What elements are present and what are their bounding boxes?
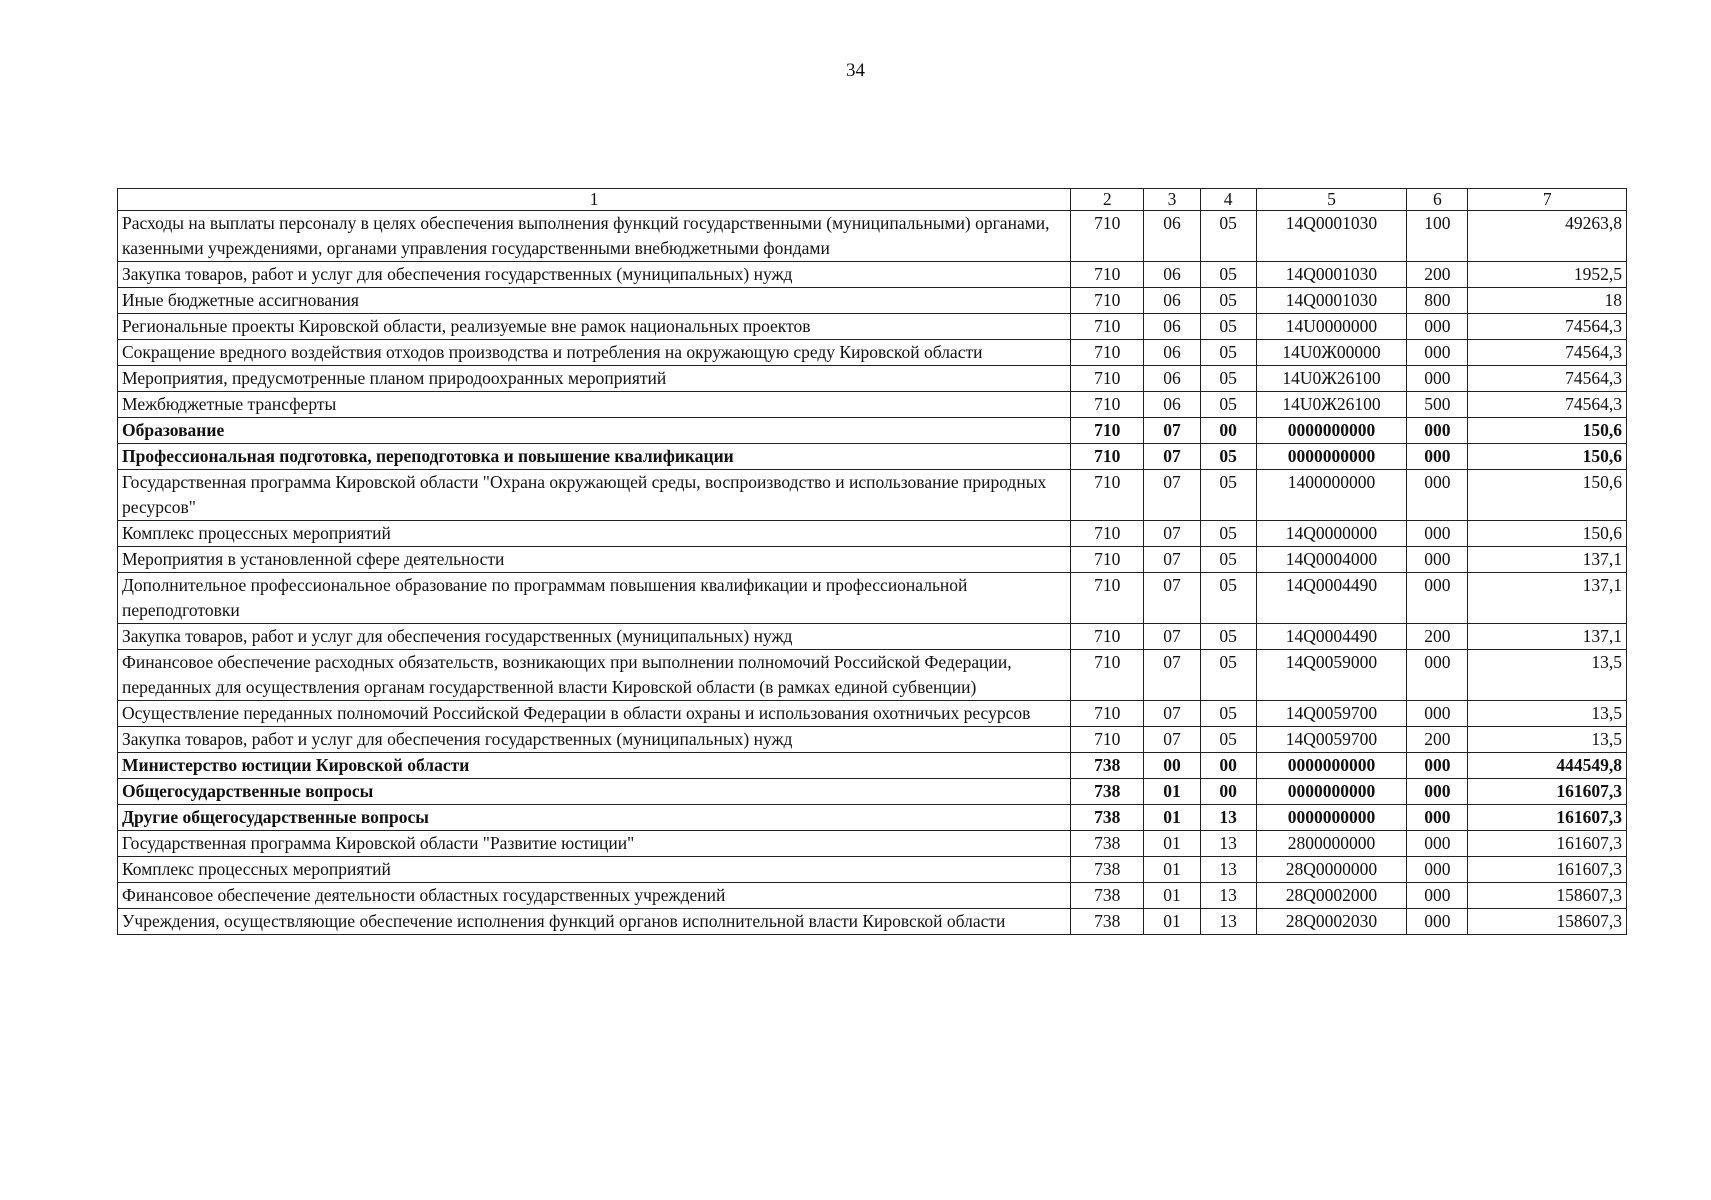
cell-code-admin: 738	[1071, 753, 1144, 779]
cell-amount: 158607,3	[1468, 883, 1627, 909]
table-row	[118, 831, 1627, 857]
header-col-6: 6	[1407, 189, 1468, 211]
table-row	[118, 573, 1627, 624]
header-col-7: 7	[1468, 189, 1627, 211]
cell-code-admin: 738	[1071, 857, 1144, 883]
cell-subsection: 05	[1200, 521, 1256, 547]
cell-code-admin: 710	[1071, 547, 1144, 573]
cell-code-admin: 710	[1071, 650, 1144, 701]
cell-expense-type: 100	[1407, 211, 1468, 262]
cell-target-article: 28Q0002000	[1256, 883, 1406, 909]
cell-subsection: 05	[1200, 262, 1256, 288]
cell-subsection: 05	[1200, 392, 1256, 418]
cell-amount: 13,5	[1468, 650, 1627, 701]
cell-expense-type: 000	[1407, 573, 1468, 624]
cell-name: Общегосударственные вопросы	[118, 779, 1071, 805]
cell-amount: 74564,3	[1468, 340, 1627, 366]
table-row	[118, 444, 1627, 470]
cell-section: 06	[1144, 211, 1200, 262]
cell-section: 01	[1144, 831, 1200, 857]
cell-target-article: 14Q0004490	[1256, 624, 1406, 650]
table-row	[118, 805, 1627, 831]
cell-code-admin: 710	[1071, 340, 1144, 366]
cell-amount: 150,6	[1468, 444, 1627, 470]
cell-expense-type: 000	[1407, 521, 1468, 547]
cell-section: 06	[1144, 262, 1200, 288]
cell-section: 01	[1144, 805, 1200, 831]
cell-target-article: 14Q0001030	[1256, 211, 1406, 262]
cell-section: 07	[1144, 444, 1200, 470]
header-col-1: 1	[118, 189, 1071, 211]
cell-code-admin: 738	[1071, 883, 1144, 909]
cell-section: 07	[1144, 701, 1200, 727]
cell-amount: 1952,5	[1468, 262, 1627, 288]
cell-target-article: 14Q0004000	[1256, 547, 1406, 573]
cell-code-admin: 710	[1071, 211, 1144, 262]
table-row	[118, 624, 1627, 650]
cell-subsection: 05	[1200, 444, 1256, 470]
cell-subsection: 05	[1200, 366, 1256, 392]
cell-subsection: 05	[1200, 727, 1256, 753]
cell-section: 06	[1144, 392, 1200, 418]
cell-target-article: 14Q0004490	[1256, 573, 1406, 624]
cell-subsection: 13	[1200, 805, 1256, 831]
cell-expense-type: 000	[1407, 444, 1468, 470]
table-row	[118, 883, 1627, 909]
cell-code-admin: 710	[1071, 624, 1144, 650]
cell-name: Сокращение вредного воздействия отходов производства и потребления на окружающую среду Кировской области	[118, 340, 1071, 366]
cell-expense-type: 800	[1407, 288, 1468, 314]
cell-name: Другие общегосударственные вопросы	[118, 805, 1071, 831]
table-row	[118, 262, 1627, 288]
cell-code-admin: 738	[1071, 831, 1144, 857]
cell-section: 01	[1144, 857, 1200, 883]
cell-code-admin: 710	[1071, 701, 1144, 727]
cell-code-admin: 710	[1071, 392, 1144, 418]
cell-amount: 74564,3	[1468, 392, 1627, 418]
budget-table	[117, 188, 1627, 935]
cell-name: Закупка товаров, работ и услуг для обеспечения государственных (муниципальных) нужд	[118, 262, 1071, 288]
cell-amount: 444549,8	[1468, 753, 1627, 779]
cell-target-article: 14Q0001030	[1256, 262, 1406, 288]
cell-amount: 161607,3	[1468, 805, 1627, 831]
table-row	[118, 470, 1627, 521]
cell-subsection: 13	[1200, 857, 1256, 883]
cell-code-admin: 710	[1071, 521, 1144, 547]
cell-expense-type: 000	[1407, 909, 1468, 935]
cell-section: 07	[1144, 650, 1200, 701]
cell-name: Государственная программа Кировской области "Развитие юстиции"	[118, 831, 1071, 857]
cell-expense-type: 000	[1407, 418, 1468, 444]
table-row	[118, 314, 1627, 340]
cell-amount: 158607,3	[1468, 909, 1627, 935]
cell-name: Межбюджетные трансферты	[118, 392, 1071, 418]
cell-amount: 150,6	[1468, 521, 1627, 547]
cell-subsection: 05	[1200, 340, 1256, 366]
cell-expense-type: 200	[1407, 262, 1468, 288]
table-row	[118, 418, 1627, 444]
cell-expense-type: 500	[1407, 392, 1468, 418]
cell-expense-type: 200	[1407, 727, 1468, 753]
cell-section: 01	[1144, 909, 1200, 935]
cell-expense-type: 200	[1407, 624, 1468, 650]
cell-target-article: 1400000000	[1256, 470, 1406, 521]
cell-target-article: 0000000000	[1256, 753, 1406, 779]
header-col-5: 5	[1256, 189, 1406, 211]
cell-subsection: 05	[1200, 573, 1256, 624]
cell-name: Профессиональная подготовка, переподготовка и повышение квалификации	[118, 444, 1071, 470]
cell-subsection: 13	[1200, 883, 1256, 909]
cell-amount: 13,5	[1468, 727, 1627, 753]
cell-target-article: 28Q0000000	[1256, 857, 1406, 883]
cell-name: Комплекс процессных мероприятий	[118, 857, 1071, 883]
cell-target-article: 0000000000	[1256, 444, 1406, 470]
cell-target-article: 0000000000	[1256, 805, 1406, 831]
table-row	[118, 727, 1627, 753]
cell-name: Министерство юстиции Кировской области	[118, 753, 1071, 779]
cell-name: Государственная программа Кировской области "Охрана окружающей среды, воспроизводство и использование природных ресурсов"	[118, 470, 1071, 521]
cell-subsection: 05	[1200, 624, 1256, 650]
cell-amount: 49263,8	[1468, 211, 1627, 262]
cell-subsection: 05	[1200, 288, 1256, 314]
header-col-3: 3	[1144, 189, 1200, 211]
cell-amount: 13,5	[1468, 701, 1627, 727]
cell-amount: 161607,3	[1468, 857, 1627, 883]
cell-amount: 18	[1468, 288, 1627, 314]
table-row	[118, 857, 1627, 883]
cell-name: Осуществление переданных полномочий Российской Федерации в области охраны и использования охотничьих ресурсов	[118, 701, 1071, 727]
cell-amount: 74564,3	[1468, 314, 1627, 340]
cell-name: Мероприятия, предусмотренные планом природоохранных мероприятий	[118, 366, 1071, 392]
cell-amount: 161607,3	[1468, 779, 1627, 805]
cell-amount: 137,1	[1468, 547, 1627, 573]
table-row	[118, 288, 1627, 314]
cell-expense-type: 000	[1407, 650, 1468, 701]
cell-section: 00	[1144, 753, 1200, 779]
cell-amount: 150,6	[1468, 418, 1627, 444]
cell-section: 07	[1144, 624, 1200, 650]
table-row	[118, 701, 1627, 727]
header-col-4: 4	[1200, 189, 1256, 211]
cell-subsection: 00	[1200, 779, 1256, 805]
cell-name: Образование	[118, 418, 1071, 444]
cell-section: 06	[1144, 340, 1200, 366]
table-row	[118, 392, 1627, 418]
cell-name: Дополнительное профессиональное образование по программам повышения квалификации и профессиональной переподготовки	[118, 573, 1071, 624]
cell-expense-type: 000	[1407, 779, 1468, 805]
cell-code-admin: 710	[1071, 727, 1144, 753]
cell-subsection: 05	[1200, 701, 1256, 727]
cell-name: Финансовое обеспечение деятельности областных государственных учреждений	[118, 883, 1071, 909]
cell-code-admin: 710	[1071, 262, 1144, 288]
cell-subsection: 05	[1200, 314, 1256, 340]
cell-expense-type: 000	[1407, 701, 1468, 727]
cell-subsection: 05	[1200, 211, 1256, 262]
cell-target-article: 14Q0059700	[1256, 701, 1406, 727]
table-row	[118, 753, 1627, 779]
cell-target-article: 14Q0000000	[1256, 521, 1406, 547]
cell-name: Иные бюджетные ассигнования	[118, 288, 1071, 314]
cell-expense-type: 000	[1407, 340, 1468, 366]
table-row	[118, 547, 1627, 573]
cell-target-article: 14Q0059000	[1256, 650, 1406, 701]
cell-subsection: 00	[1200, 753, 1256, 779]
cell-target-article: 28Q0002030	[1256, 909, 1406, 935]
cell-target-article: 0000000000	[1256, 418, 1406, 444]
cell-section: 07	[1144, 573, 1200, 624]
cell-amount: 74564,3	[1468, 366, 1627, 392]
cell-target-article: 14Q0001030	[1256, 288, 1406, 314]
cell-target-article: 2800000000	[1256, 831, 1406, 857]
cell-name: Мероприятия в установленной сфере деятельности	[118, 547, 1071, 573]
cell-subsection: 05	[1200, 650, 1256, 701]
table-row	[118, 211, 1627, 262]
cell-target-article: 14U0Ж26100	[1256, 366, 1406, 392]
cell-section: 01	[1144, 883, 1200, 909]
cell-subsection: 13	[1200, 831, 1256, 857]
cell-section: 07	[1144, 547, 1200, 573]
cell-code-admin: 710	[1071, 314, 1144, 340]
cell-target-article: 14U0000000	[1256, 314, 1406, 340]
table-header-row	[118, 189, 1627, 211]
cell-subsection: 13	[1200, 909, 1256, 935]
cell-name: Закупка товаров, работ и услуг для обеспечения государственных (муниципальных) нужд	[118, 624, 1071, 650]
cell-expense-type: 000	[1407, 805, 1468, 831]
cell-name: Закупка товаров, работ и услуг для обеспечения государственных (муниципальных) нужд	[118, 727, 1071, 753]
cell-code-admin: 710	[1071, 573, 1144, 624]
cell-amount: 150,6	[1468, 470, 1627, 521]
cell-expense-type: 000	[1407, 314, 1468, 340]
table-row	[118, 909, 1627, 935]
table-row	[118, 650, 1627, 701]
cell-target-article: 14U0Ж26100	[1256, 392, 1406, 418]
cell-code-admin: 710	[1071, 444, 1144, 470]
cell-name: Финансовое обеспечение расходных обязательств, возникающих при выполнении полномочий Российской Федерации, переданных для осуществления органам государственной власти Кировской области (в рамках единой субвенции)	[118, 650, 1071, 701]
cell-section: 01	[1144, 779, 1200, 805]
cell-target-article: 0000000000	[1256, 779, 1406, 805]
cell-name: Расходы на выплаты персоналу в целях обеспечения выполнения функций государственными (муниципальными) органами, казенными учреждениями, органами управления государственными внебюджетными фондами	[118, 211, 1071, 262]
cell-code-admin: 710	[1071, 366, 1144, 392]
cell-name: Учреждения, осуществляющие обеспечение исполнения функций органов исполнительной власти Кировской области	[118, 909, 1071, 935]
cell-name: Комплекс процессных мероприятий	[118, 521, 1071, 547]
cell-section: 06	[1144, 288, 1200, 314]
cell-expense-type: 000	[1407, 366, 1468, 392]
cell-expense-type: 000	[1407, 470, 1468, 521]
table-row	[118, 366, 1627, 392]
cell-expense-type: 000	[1407, 831, 1468, 857]
cell-code-admin: 710	[1071, 418, 1144, 444]
cell-section: 06	[1144, 314, 1200, 340]
cell-subsection: 05	[1200, 547, 1256, 573]
cell-expense-type: 000	[1407, 753, 1468, 779]
page-number: 34	[846, 60, 865, 81]
cell-subsection: 00	[1200, 418, 1256, 444]
header-col-2: 2	[1071, 189, 1144, 211]
cell-section: 06	[1144, 366, 1200, 392]
cell-section: 07	[1144, 521, 1200, 547]
table-body	[118, 211, 1627, 935]
cell-name: Региональные проекты Кировской области, реализуемые вне рамок национальных проектов	[118, 314, 1071, 340]
table-row	[118, 340, 1627, 366]
table-row	[118, 779, 1627, 805]
cell-subsection: 05	[1200, 470, 1256, 521]
cell-expense-type: 000	[1407, 547, 1468, 573]
cell-target-article: 14U0Ж00000	[1256, 340, 1406, 366]
cell-amount: 137,1	[1468, 624, 1627, 650]
cell-section: 07	[1144, 470, 1200, 521]
cell-amount: 137,1	[1468, 573, 1627, 624]
cell-code-admin: 738	[1071, 779, 1144, 805]
cell-expense-type: 000	[1407, 883, 1468, 909]
cell-code-admin: 738	[1071, 805, 1144, 831]
cell-code-admin: 710	[1071, 288, 1144, 314]
cell-section: 07	[1144, 727, 1200, 753]
cell-code-admin: 738	[1071, 909, 1144, 935]
table-row	[118, 521, 1627, 547]
cell-target-article: 14Q0059700	[1256, 727, 1406, 753]
cell-amount: 161607,3	[1468, 831, 1627, 857]
cell-code-admin: 710	[1071, 470, 1144, 521]
cell-expense-type: 000	[1407, 857, 1468, 883]
cell-section: 07	[1144, 418, 1200, 444]
